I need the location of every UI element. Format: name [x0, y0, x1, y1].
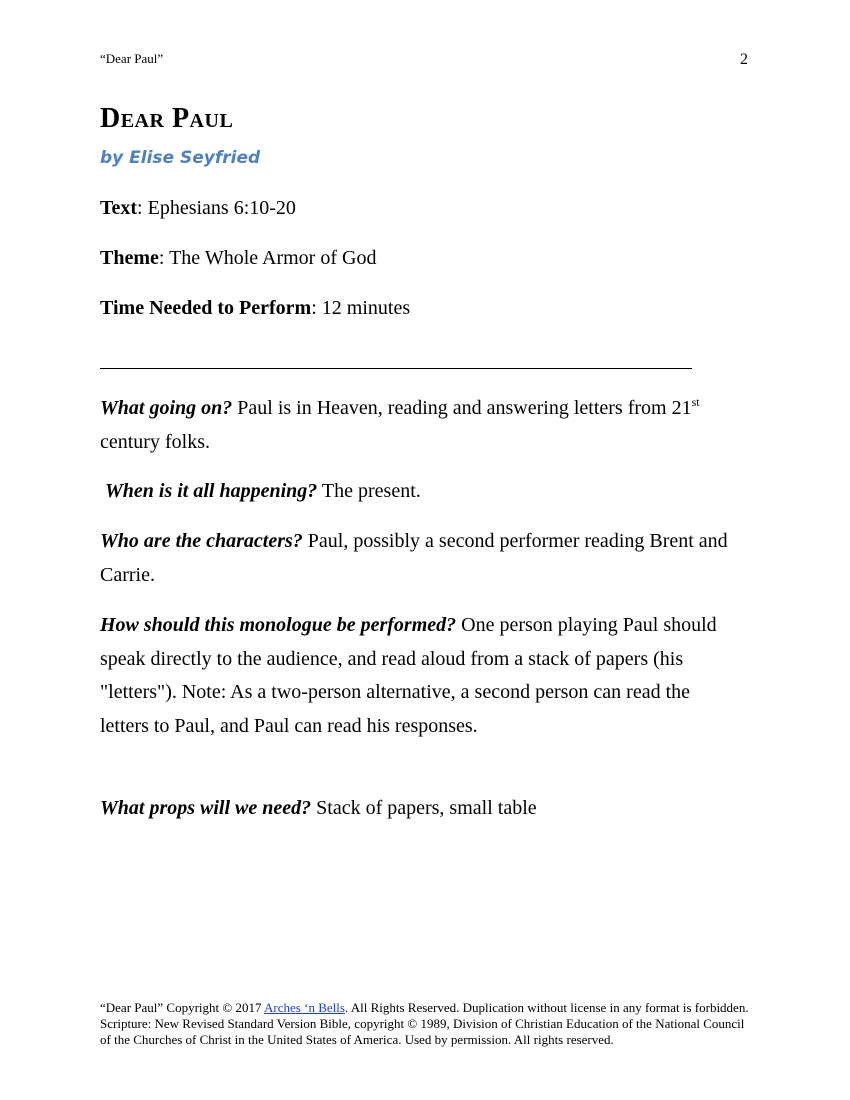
meta-text-value: : Ephesians 6:10-20: [137, 197, 296, 219]
running-header-title: “Dear Paul”: [100, 51, 164, 66]
copyright-footer: [100, 1000, 750, 1048]
answer-whats-going-on-1: Paul is in Heaven, reading and answering letters from 21: [232, 397, 692, 419]
question-when: When is it all happening?: [105, 480, 318, 502]
answer-when: The present.: [317, 480, 421, 502]
meta-text-line: [100, 197, 296, 220]
meta-theme-value: : The Whole Armor of God: [158, 247, 377, 269]
arches-n-bells-link[interactable]: Arches ‘n Bells: [264, 1000, 345, 1015]
question-who: Who are the characters?: [100, 530, 303, 552]
meta-time-line: [100, 297, 410, 320]
document-title: Dear Paul: [100, 103, 234, 134]
answer-who: Paul, possibly a second performer reading Brent and Carrie.: [100, 530, 728, 586]
question-props: What props will we need?: [100, 797, 312, 819]
footer-suffix: . All Rights Reserved. Duplication without license in any format is forbidden. Scripture: New Revised Standard Version Bible, copyright © 1989, Division of Christian Education of the National Council of the Churches of Christ in the United States of America. Used by permission. All rights reserved.: [100, 1000, 749, 1047]
meta-theme-label: Theme: [100, 247, 159, 269]
paragraph-whats-going-on: [100, 392, 755, 459]
meta-time-value: : 12 minutes: [311, 297, 411, 319]
meta-time-label: Time Needed to Perform: [100, 297, 312, 319]
section-divider: [100, 368, 692, 369]
paragraph-how: [100, 609, 740, 743]
footer-prefix: “Dear Paul” Copyright © 2017: [100, 1000, 265, 1015]
paragraph-who: [100, 525, 755, 592]
paragraph-props: [100, 792, 755, 826]
page-number: 2: [740, 51, 748, 68]
author-byline: by Elise Seyfried: [100, 148, 261, 168]
answer-props: Stack of papers, small table: [311, 797, 537, 819]
question-whats-going-on: What going on?: [100, 397, 233, 419]
ordinal-suffix: st: [691, 395, 700, 409]
answer-whats-going-on-2: century folks.: [100, 430, 210, 453]
meta-text-label: Text: [100, 197, 138, 219]
answer-how: One person playing Paul should speak directly to the audience, and read aloud from a stack of papers (his "letters"). Note: As a two-person alternative, a second person can read the letters to Paul, and Paul can read his responses.: [100, 614, 717, 737]
paragraph-when: [105, 475, 760, 509]
meta-theme-line: [100, 247, 376, 270]
question-how: How should this monologue be performed?: [100, 614, 457, 636]
